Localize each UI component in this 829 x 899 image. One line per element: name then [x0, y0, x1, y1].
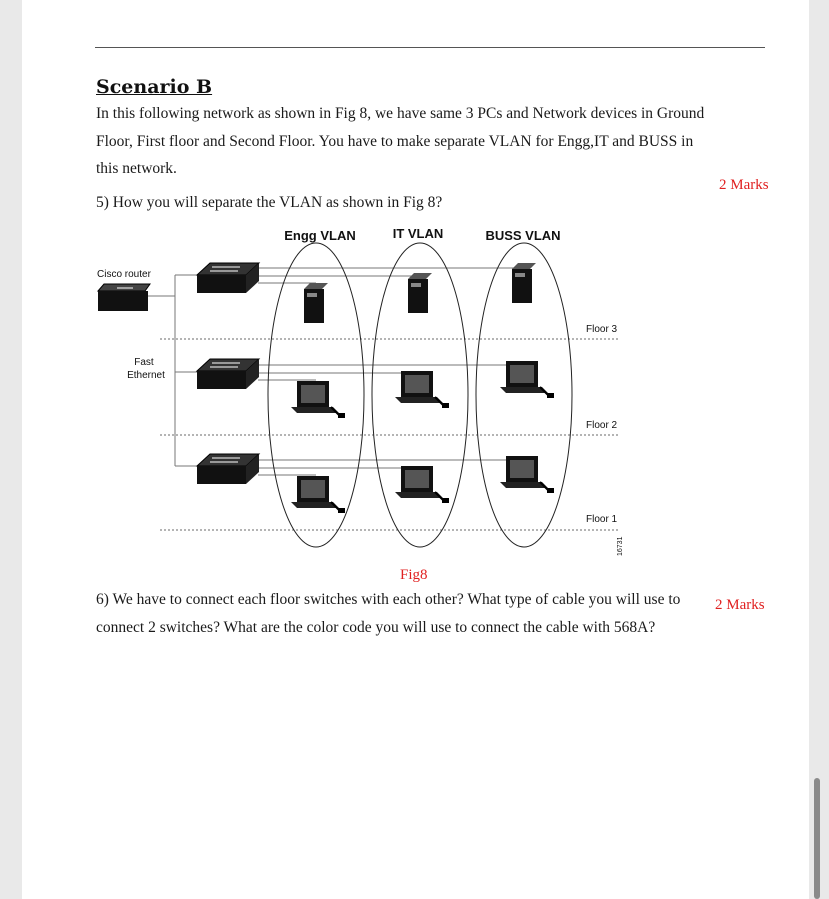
- figure-caption: Fig8: [400, 567, 428, 583]
- vlan-label-buss: BUSS VLAN: [485, 228, 561, 243]
- server-engg: [304, 283, 328, 323]
- marks-q6: 2 Marks: [715, 597, 765, 613]
- switch-floor-1: [197, 454, 259, 484]
- server-it: [408, 273, 432, 313]
- figure-id: 16731: [617, 536, 624, 556]
- intro-line-1: In this following network as shown in Fig 8, we have same 3 PCs and Network devices in Ground: [96, 105, 705, 122]
- vlan-label-it: IT VLAN: [392, 226, 444, 241]
- switch-floor-3: [197, 263, 259, 293]
- router-icon: [98, 284, 150, 311]
- intro-line-2: Floor, First floor and Second Floor. You have to make separate VLAN for Engg,IT and BUSS in: [96, 133, 694, 150]
- pc-buss-floor-2: [500, 361, 554, 398]
- router-label: Cisco router: [97, 269, 151, 280]
- switch-links: [258, 268, 525, 475]
- pc-it-floor-1: [395, 466, 449, 503]
- floor-label-3: Floor 3: [586, 324, 618, 335]
- floor-label-1: Floor 1: [586, 514, 618, 525]
- pc-engg-floor-1: [291, 476, 345, 513]
- pc-engg-floor-2: [291, 381, 345, 418]
- marks-q5: 2 Marks: [719, 177, 769, 193]
- question-5: 5) How you will separate the VLAN as shown in Fig 8?: [96, 194, 443, 211]
- scenario-heading: Scenario B: [96, 76, 213, 98]
- pc-it-floor-2: [395, 371, 449, 408]
- pc-buss-floor-1: [500, 456, 554, 493]
- vlan-label-engg: Engg VLAN: [284, 228, 356, 243]
- server-buss: [512, 263, 536, 303]
- intro-line-3: this network.: [96, 160, 177, 177]
- switch-floor-2: [197, 359, 259, 389]
- question-6-line-1: 6) We have to connect each floor switches with each other? What type of cable you will use to: [96, 591, 681, 608]
- question-6-line-2: connect 2 switches? What are the color code you will use to connect the cable with 568A?: [96, 619, 656, 636]
- link-label-fast: Fast: [134, 357, 154, 368]
- floor-label-2: Floor 2: [586, 420, 618, 431]
- link-label-ethernet: Ethernet: [127, 370, 165, 381]
